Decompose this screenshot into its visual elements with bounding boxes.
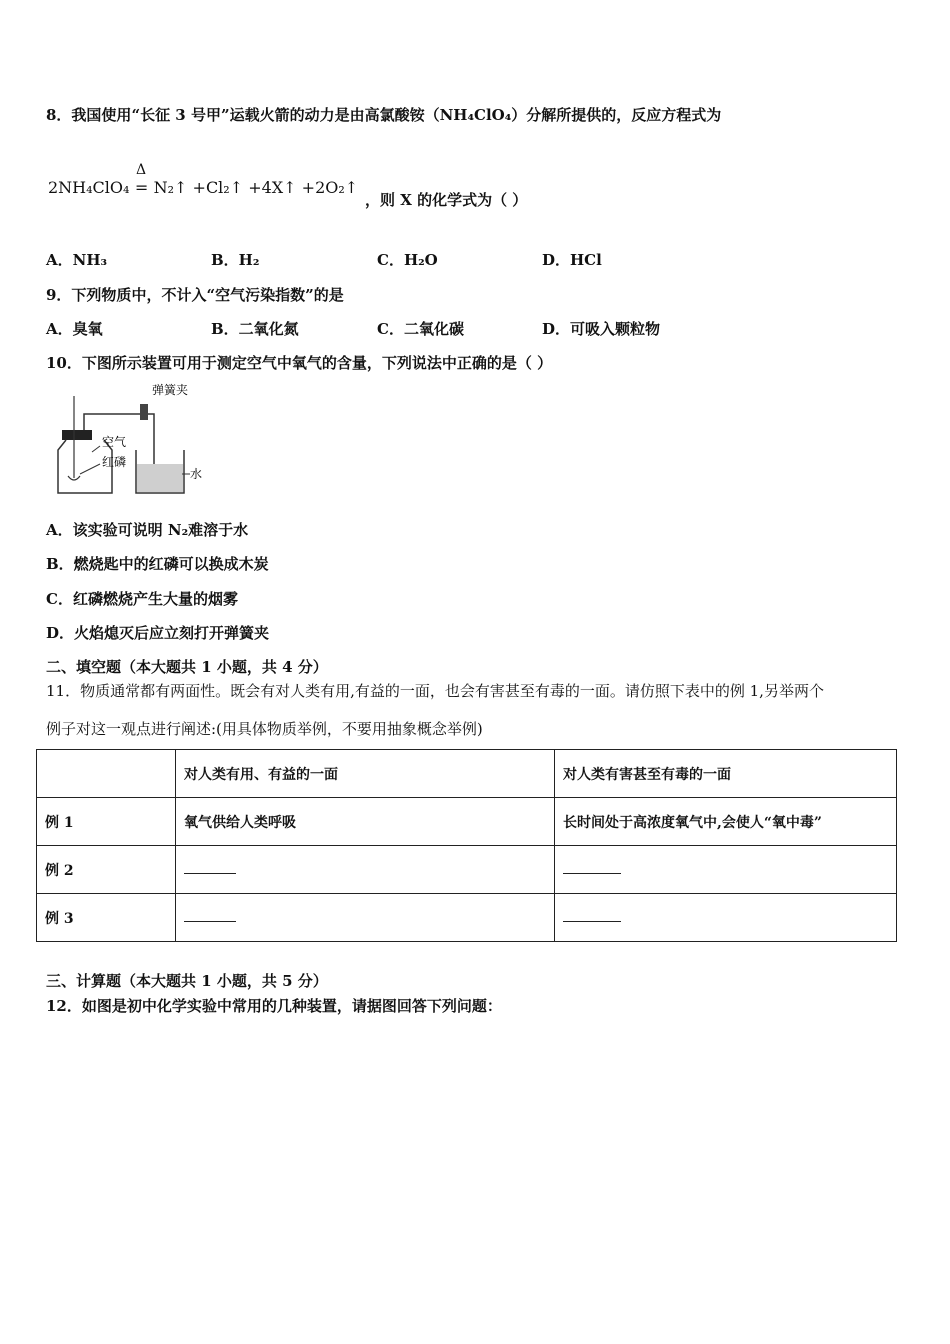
section-3-title: 三、计算题（本大题共 1 小题，共 5 分）	[46, 972, 328, 990]
label-water: 水	[190, 467, 203, 481]
label-line-phosphorus	[80, 464, 100, 474]
q10-option-c[interactable]: C．红磷燃烧产生大量的烟雾	[46, 590, 238, 608]
equation-left: 2NH₄ClO₄	[48, 178, 130, 197]
table-row	[37, 894, 897, 942]
table-cell-answer[interactable]	[176, 846, 555, 894]
table-header-cell: 对人类有用、有益的一面	[176, 750, 555, 798]
stopper	[62, 430, 92, 440]
q9-option-a[interactable]: A．臭氧	[46, 320, 103, 338]
table-row	[37, 798, 897, 846]
answer-blank[interactable]	[184, 861, 236, 874]
q8-equation	[48, 162, 359, 197]
apparatus-drawing	[44, 378, 204, 498]
q8-stem: 8．我国使用“长征 3 号甲”运载火箭的动力是由高氯酸铵（NH₄ClO₄）分解所提供的，反应方程式为	[46, 106, 722, 124]
table-cell: 长时间处于高浓度氧气中,会使人“氧中毒”	[555, 798, 897, 846]
table-cell-answer[interactable]	[555, 846, 897, 894]
section-2-title: 二、填空题（本大题共 1 小题，共 4 分）	[46, 658, 328, 676]
table-cell-answer[interactable]	[555, 894, 897, 942]
oxygen-measurement-apparatus	[44, 378, 204, 498]
label-clamp: 弹簧夹	[152, 383, 189, 397]
table-header-cell	[37, 750, 176, 798]
q10-option-b[interactable]: B．燃烧匙中的红磷可以换成木炭	[46, 555, 269, 573]
q9-option-b[interactable]: B．二氧化氮	[211, 320, 299, 338]
q12-stem: 12．如图是初中化学实验中常用的几种装置，请据图回答下列问题：	[46, 997, 502, 1015]
q10-stem: 10．下图所示装置可用于测定空气中氧气的含量，下列说法中正确的是（ ）	[46, 354, 553, 372]
answer-blank[interactable]	[563, 861, 621, 874]
table-cell-answer[interactable]	[176, 894, 555, 942]
table-row	[37, 846, 897, 894]
answer-blank[interactable]	[184, 909, 236, 922]
q8-option-c[interactable]: C．H₂O	[377, 251, 438, 269]
label-phosphorus: 红磷	[102, 455, 127, 469]
answer-blank[interactable]	[563, 909, 621, 922]
q8-option-d[interactable]: D．HCl	[542, 251, 602, 269]
q9-option-d[interactable]: D．可吸入颗粒物	[542, 320, 661, 338]
q11-line-1: 11．物质通常都有两面性。既会有对人类有用,有益的一面，也会有害甚至有毒的一面。请仿照下表中的例 1,另举两个	[46, 682, 824, 700]
table-cell: 例 3	[37, 894, 176, 942]
table-cell: 例 1	[37, 798, 176, 846]
label-line-air	[92, 446, 100, 452]
q10-option-d[interactable]: D．火焰熄灭后应立刻打开弹簧夹	[46, 624, 270, 642]
q11-table	[36, 749, 897, 942]
equation-right: N₂↑ +Cl₂↑ +4X↑ +2O₂↑	[153, 178, 359, 197]
q8-equation-tail: ，则 X 的化学式为（ ）	[365, 191, 528, 209]
spring-clamp	[140, 404, 148, 420]
equation-condition: Δ	[136, 162, 147, 178]
table-header-cell: 对人类有害甚至有毒的一面	[555, 750, 897, 798]
q9-stem: 9．下列物质中，不计入“空气污染指数”的是	[46, 286, 344, 304]
table-cell: 例 2	[37, 846, 176, 894]
q10-option-a[interactable]: A．该实验可说明 N₂难溶于水	[46, 521, 249, 539]
label-air: 空气	[102, 435, 127, 449]
water	[137, 464, 183, 492]
equals-sign: =	[134, 178, 149, 197]
table-cell: 氧气供给人类呼吸	[176, 798, 555, 846]
q8-option-b[interactable]: B．H₂	[211, 251, 260, 269]
q9-option-c[interactable]: C．二氧化碳	[377, 320, 464, 338]
q11-line-2: 例子对这一观点进行阐述:(用具体物质举例，不要用抽象概念举例)	[46, 720, 483, 738]
q8-option-a[interactable]: A．NH₃	[46, 251, 108, 269]
table-header-row	[37, 750, 897, 798]
